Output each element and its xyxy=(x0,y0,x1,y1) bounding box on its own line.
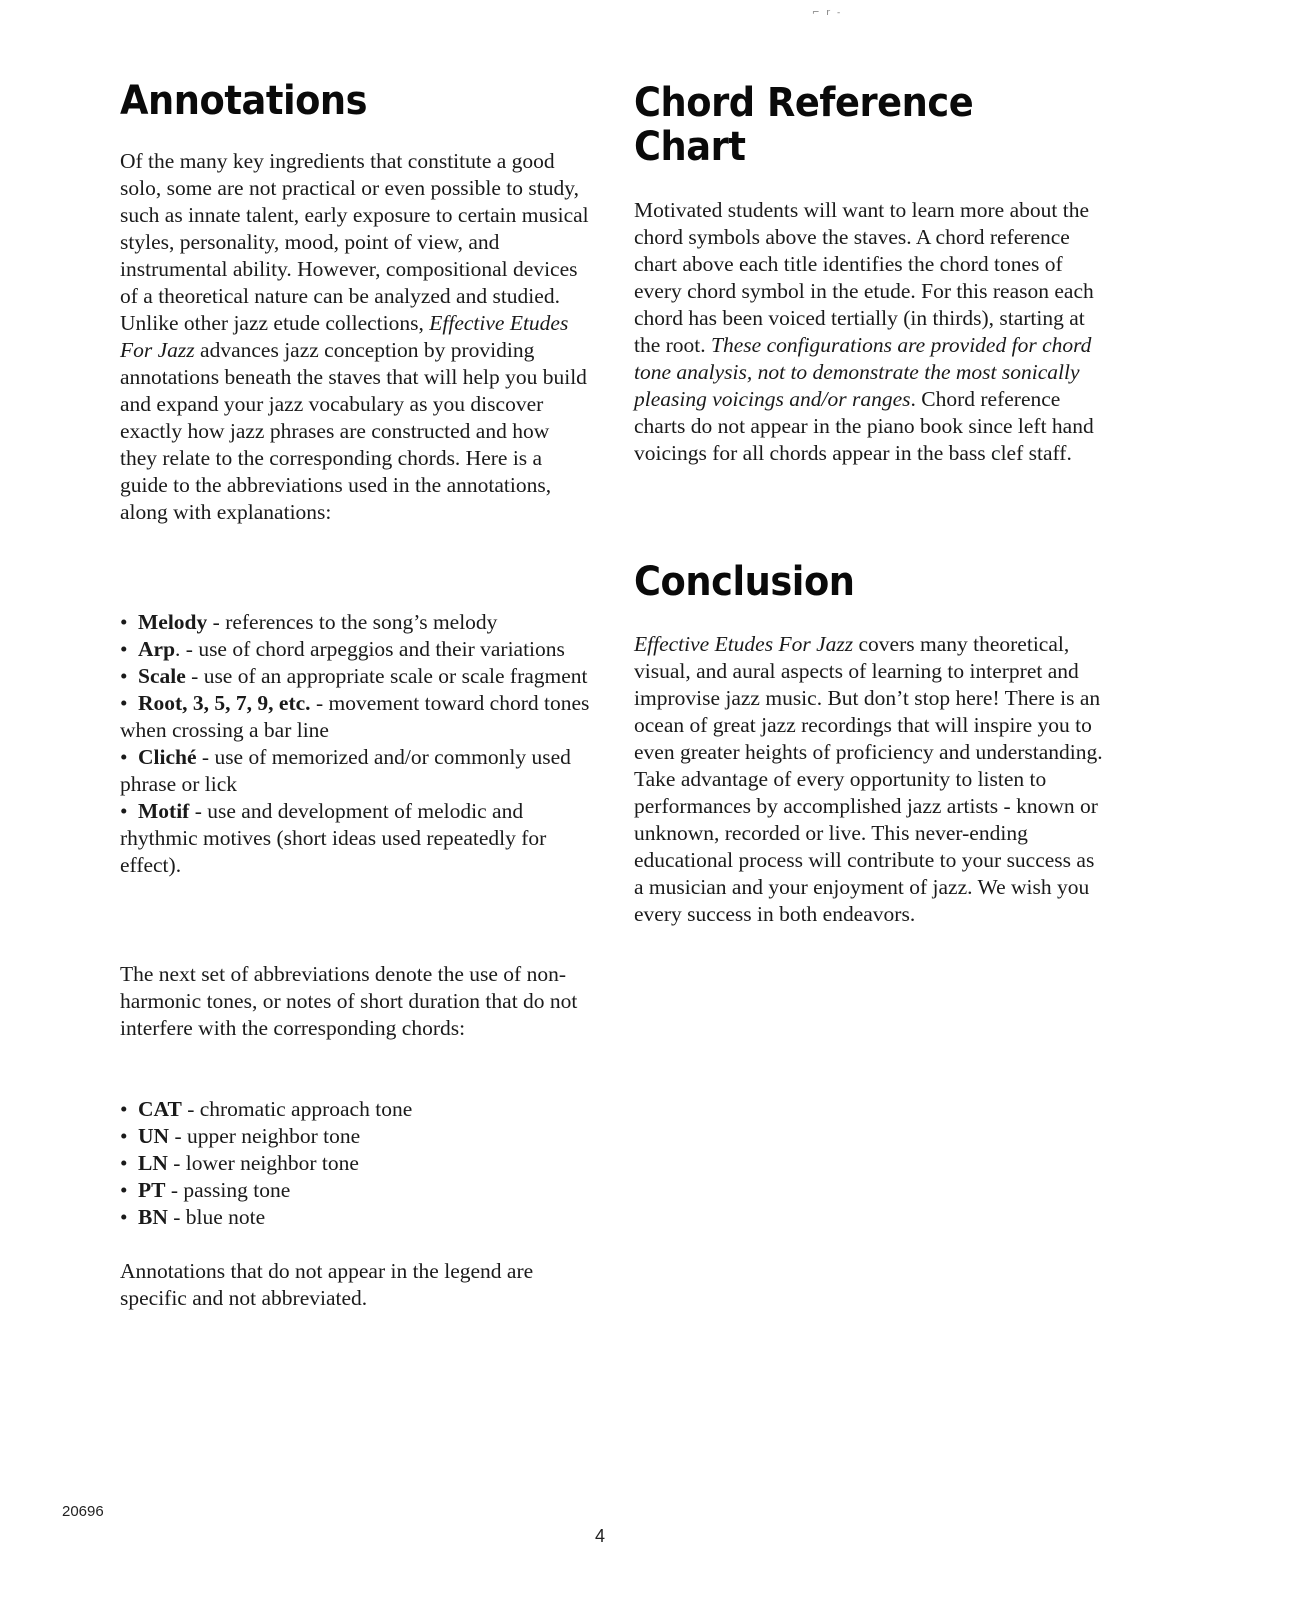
list-item-melody xyxy=(120,609,590,636)
list-item-arp xyxy=(120,636,590,663)
abbrev-term: LN xyxy=(138,1151,168,1175)
bullet-icon: • xyxy=(120,745,128,769)
list-item-motif xyxy=(120,798,590,879)
conclusion-paragraph xyxy=(634,631,1104,928)
list-item-cat xyxy=(120,1096,412,1123)
abbrev-definition: - passing tone xyxy=(165,1178,291,1202)
chord-reference-heading xyxy=(634,81,973,169)
list-item-bn xyxy=(120,1204,412,1231)
list-item-un xyxy=(120,1123,412,1150)
abbrev-term: Cliché xyxy=(138,745,197,769)
abbrev-term: PT xyxy=(138,1178,166,1202)
bullet-icon: • xyxy=(120,1178,128,1202)
abbrev-term: Arp xyxy=(138,637,176,661)
page-number: 4 xyxy=(595,1526,606,1546)
abbrev-definition: - chromatic approach tone xyxy=(181,1097,413,1121)
abbrev-term: UN xyxy=(138,1124,170,1148)
annotations-intro-paragraph xyxy=(120,148,590,526)
abbrev-term: CAT xyxy=(138,1097,182,1121)
abbrev-definition: - lower neighbor tone xyxy=(167,1151,359,1175)
bullet-icon: • xyxy=(120,1205,128,1229)
conclusion-text: covers many theoretical, visual, and aural aspects of learning to interpret and improvise jazz music. But don’t stop here! There is an ocean of great jazz recordings that will inspire you to even greater heights of proficiency and understanding. Take advantage of every opportunity to listen to performances by accomplished jazz artists - known or unknown, recorded or live. This never-ending educational process will contribute to your success as a musician and your enjoyment of jazz. We wish you every success in both endeavors. xyxy=(634,632,1103,926)
bullet-icon: • xyxy=(120,610,128,634)
bullet-icon: • xyxy=(120,637,128,661)
catalog-number: 20696 xyxy=(62,1503,104,1520)
conclusion-heading: Conclusion xyxy=(634,559,855,605)
annotations-closing-paragraph: Annotations that do not appear in the legend are specific and not abbreviated. xyxy=(120,1259,534,1310)
bullet-icon: • xyxy=(120,664,128,688)
abbreviation-list xyxy=(120,609,590,879)
list-item-chord-tones xyxy=(120,690,590,744)
chord-heading-line2: Chart xyxy=(634,124,746,170)
chord-reference-paragraph xyxy=(634,197,1104,467)
intro-text-1: Of the many key ingredients that constitute a good solo, some are not practical or even possible to study, such as innate talent, early exposure to certain musical styles, personality, mood, point of view, and instrumental ability. However, compositional devices of a theoretical nature can be analyzed and studied. Unlike other jazz etude collections, xyxy=(120,149,589,335)
list-item-cliche xyxy=(120,744,590,798)
chord-italic-note: These configurations are provided for chord tone analysis, not to demonstrate the most sonically pleasing voicings and/or ranges xyxy=(634,333,1092,411)
chord-heading-line1: Chord Reference xyxy=(634,80,974,126)
book-title: Effective Etudes For Jazz xyxy=(120,311,569,362)
abbrev-definition: - use of memorized and/or commonly used phrase or lick xyxy=(120,745,571,796)
bullet-icon: • xyxy=(120,799,128,823)
abbrev-definition: - use and development of melodic and rhythmic motives (short ideas used repeatedly for effect). xyxy=(120,799,547,877)
abbrev-term: BN xyxy=(138,1205,168,1229)
bullet-icon: • xyxy=(120,1151,128,1175)
abbrev-definition: - movement toward chord tones when crossing a bar line xyxy=(120,691,590,742)
abbrev-definition: . - use of chord arpeggios and their variations xyxy=(175,637,565,661)
list-item-scale xyxy=(120,663,590,690)
list-item-pt xyxy=(120,1177,412,1204)
non-harmonic-list xyxy=(120,1096,412,1231)
abbrev-definition: - references to the song’s melody xyxy=(207,610,498,634)
bullet-icon: • xyxy=(120,1097,128,1121)
abbrev-definition: - blue note xyxy=(167,1205,266,1229)
abbrev-definition: - use of an appropriate scale or scale fragment xyxy=(185,664,588,688)
list-item-ln xyxy=(120,1150,412,1177)
abbrev-term: Melody xyxy=(138,610,208,634)
intro-text-2: advances jazz conception by providing annotations beneath the staves that will help you build and expand your jazz vocabulary as you discover exactly how jazz phrases are constructed and how they relate to the corresponding chords. Here is a guide to the abbreviations used in the annotations, along with explanations: xyxy=(120,338,587,524)
abbrev-term: Root, 3, 5, 7, 9, etc. xyxy=(138,691,311,715)
abbrev-term: Scale xyxy=(138,664,186,688)
chord-text-2: . Chord reference charts do not appear in the piano book since left hand voicings for all chords appear in the bass clef staff. xyxy=(634,387,1094,465)
abbrev-definition: - upper neighbor tone xyxy=(169,1124,361,1148)
bullet-icon: • xyxy=(120,1124,128,1148)
abbrev-term: Motif xyxy=(138,799,190,823)
scan-artifact: ⌐ r - xyxy=(812,8,843,18)
non-harmonic-intro-paragraph: The next set of abbreviations denote the use of non-harmonic tones, or notes of short duration that do not interfere with the corresponding chords: xyxy=(120,962,578,1040)
chord-text-1: Motivated students will want to learn more about the chord symbols above the staves. A chord reference chart above each title identifies the chord tones of every chord symbol in the etude. For this reason each chord has been voiced tertially (in thirds), starting at the root. xyxy=(634,198,1094,357)
annotations-heading: Annotations xyxy=(120,78,368,124)
book-title: Effective Etudes For Jazz xyxy=(634,632,854,656)
bullet-icon: • xyxy=(120,691,128,715)
